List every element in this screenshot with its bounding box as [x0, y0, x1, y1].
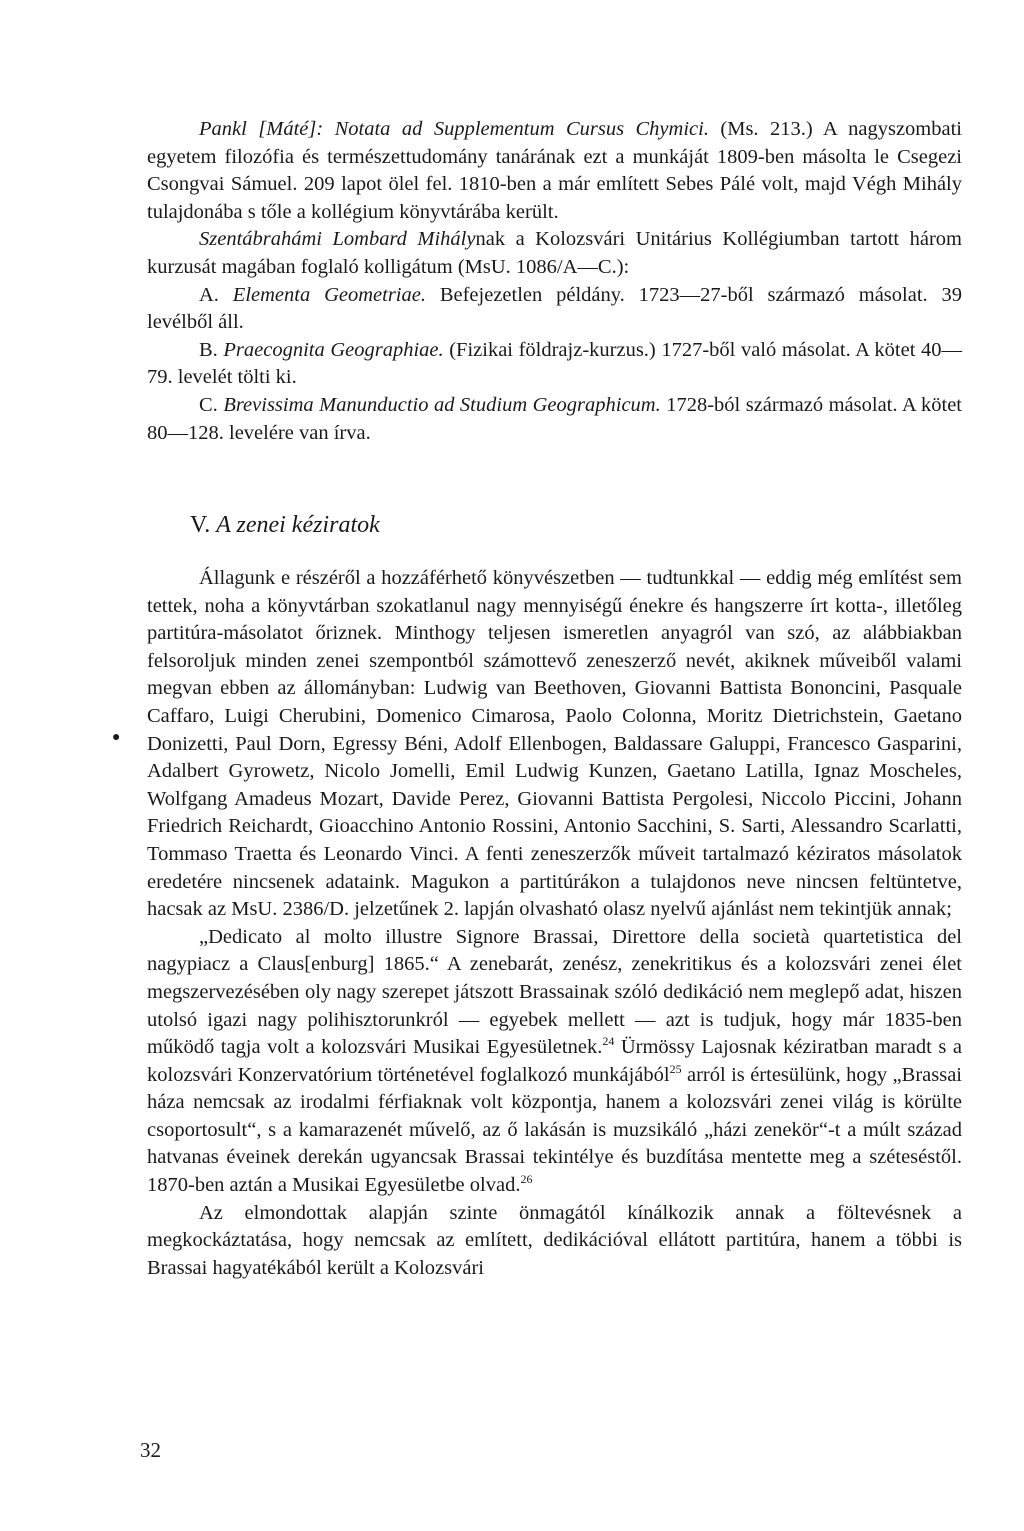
- footnote-ref: 25: [669, 1061, 682, 1076]
- subentry-label: A.: [199, 283, 219, 306]
- bib-subentry-c: [147, 392, 962, 447]
- bib-entry-author: Szentábrahámi Lombard Mihály: [199, 228, 476, 251]
- main-text: [147, 565, 962, 1282]
- subentry-label: B.: [199, 338, 218, 361]
- footnote-ref: 24: [602, 1034, 615, 1049]
- subentry-title: Brevissima Manunductio ad Studium Geographicum.: [223, 393, 661, 416]
- subentry-text: Befejezetlen példány. 1723—27-ből származó másolat. 39 levélből áll.: [147, 283, 962, 334]
- paragraph: [147, 924, 962, 1200]
- subentry-title: Elementa Geometriae.: [232, 283, 426, 306]
- section-number: V.: [190, 512, 211, 538]
- paragraph: Az elmondottak alapján szinte önmagától kínálkozik annak a föltevésnek a megkockáztatása, hogy nemcsak az említett, dedikációval ellátott partitúra, hanem a többi is Brassai hagyatékából került a Kolozsvári: [147, 1201, 962, 1279]
- bib-entry-title: Pankl [Máté]: Notata ad Supplementum Cursus Chymici.: [199, 118, 709, 140]
- bibliography-section: [147, 116, 962, 447]
- bib-entry-pankl: [147, 116, 962, 226]
- subentry-label: C.: [199, 393, 218, 416]
- paragraph-text: Ürmössy Lajosnak kéziratban maradt s a kolozsvári Konzervatórium történetével foglalkozó munkájából: [147, 1036, 962, 1086]
- bib-subentry-a: [147, 282, 962, 337]
- section-title: A zenei kéziratok: [216, 512, 380, 538]
- bib-entry-text: (Ms. 213.) A nagyszombati egyetem filozófia és természettudomány tanárának ezt a munkáját 1809-ben másolta le Csegezi Csongvai Sámuel. 209 lapot ölel fel. 1810-ben a már említett Sebes Pálé volt, majd Végh Mihály tulajdonába s tőle a kollégium könyvtárába került.: [147, 118, 962, 223]
- paragraph-text: arról is értesülünk, hogy „Brassai háza nemcsak az irodalmi férfiaknak volt központja, hanem a kolozsvári zenei világ is körülte csoportosult“, s a kamarazenét művelő, az ő lakásán is muzsikáló „házi zenekör“-t a múlt század hatvanas éveinek derekán ugyancsak Brassai tekintélye és buzdítása mentette meg a széteséstől. 1870-ben aztán a Musikai Egyesületbe olvad.: [147, 1063, 962, 1197]
- subentry-text: 1728-ból származó másolat. A kötet 80—128. levelére van írva.: [147, 393, 962, 444]
- margin-mark-icon: ●: [112, 730, 121, 745]
- page-number: 32: [140, 1438, 161, 1462]
- bib-subentry-b: [147, 337, 962, 392]
- subentry-text: (Fizikai földrajz-kurzus.) 1727-ből való másolat. A kötet 40—79. levelét tölti ki.: [147, 338, 963, 389]
- paragraph-text: „Dedicato al molto illustre Signore Brassai, Direttore della società quartetistica del nagypiacz a Claus[enburg] 1865.“ A zenebarát, zenész, zenekritikus és a kolozsvári zenei élet megszervezésében oly nagy szerepet játszott Brassainak szóló dedikáció nem meglepő adat, hiszen utolsó igazi nagy polihisztorunkról — egyebek mellett — azt is tudjuk, hogy már 1835-ben működő tagja volt a kolozsvári Musikai Egyesületnek.: [147, 925, 962, 1059]
- bib-entry-text: nak a Kolozsvári Unitárius Kollégiumban tartott három kurzusát magában foglaló kolligátum (MsU. 1086/A—C.):: [147, 228, 962, 278]
- bib-entry-lombard: [147, 226, 962, 281]
- footnote-ref: 26: [520, 1172, 533, 1187]
- subentry-title: Praecognita Geographiae.: [223, 338, 444, 361]
- paragraph: Állagunk e részéről a hozzáférhető könyvészetben — tudtunkkal — eddig még említést sem tettek, noha a könyvtárban szokatlanul nagy mennyiségű énekre és hangszerre írt kotta-, illetőleg partitúra-másolatot őriznek. Minthogy teljesen ismeretlen anyagról van szó, az alábbiakban felsoroljuk minden zenei szempontból számottevő zeneszerző nevét, akiknek műveiből valami megvan ebben az állományban: Ludwig van Beethoven, Giovanni Battista Bononcini, Pasquale Caffaro, Luigi Cherubini, Domenico Cimarosa, Paolo Colonna, Moritz Dietrichstein, Gaetano Donizetti, Paul Dorn, Egressy Béni, Adolf Ellenbogen, Baldassare Galuppi, Francesco Gasparini, Adalbert Gyrowetz, Nicolo Jomelli, Emil Ludwig Kunzen, Gaetano Latilla, Ignaz Moscheles, Wolfgang Amadeus Mozart, Davide Perez, Giovanni Battista Pergolesi, Niccolo Piccini, Johann Friedrich Reichardt, Gioacchino Antonio Rossini, Antonio Sacchini, S. Sarti, Alessandro Scarlatti, Tommaso Traetta és Leonardo Vinci. A fenti zeneszerzők műveit tartalmazó kéziratos másolatok eredetére nincsenek adataink. Magukon a partitúrákon a tulajdonos neve nincsen feltüntetve, hacsak az MsU. 2386/D. jelzetűnek 2. lapján olvasható olasz nyelvű ajánlást nem tekintjük annak;: [147, 567, 962, 921]
- section-heading: [190, 510, 380, 540]
